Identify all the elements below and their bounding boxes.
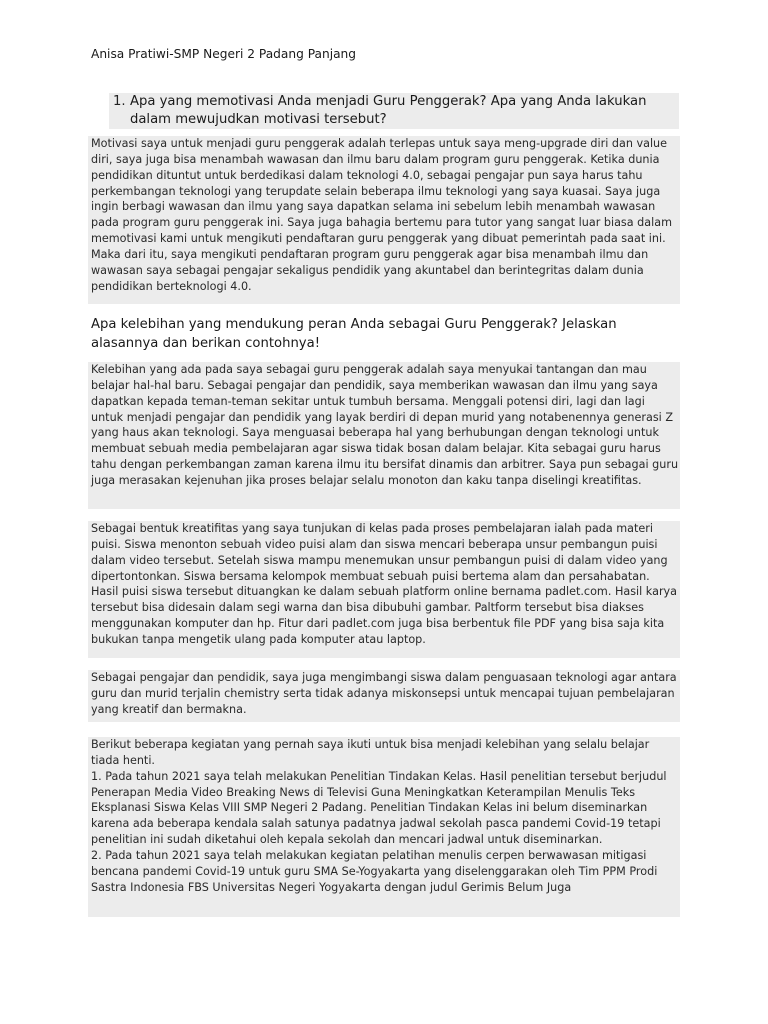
answer-1-paragraph: Motivasi saya untuk menjadi guru penggerak adalah terlepas untuk saya meng-upgrade diri dan value diri, saya juga bisa menambah wawasan dan ilmu baru dalam program guru penggerak. Ketika dunia pendidikan dituntut untuk berdedikasi dalam teknologi 4.0, sebagai pengajar pun saya harus tahu perkembangan teknologi yang terupdate selain beberapa ilmu teknologi yang saya kuasai. Saya juga ingin berbagi wawasan dan ilmu yang saya dapatkan selama ini sebelum lebih menambah wawasan pada program guru penggerak ini. Saya juga bahagia bertemu para tutor yang sangat luar biasa dalam memotivasi kami untuk mengikuti pendaftaran guru penggerak yang dibuat pemerintah pada saat ini. Maka dari itu, saya mengikuti pendaftaran program guru penggerak agar bisa menambah ilmu dan wawasan saya sebagai pengajar sekaligus pendidik yang akuntabel dan berintegritas dalam dunia pendidikan berteknologi 4.0. xyxy=(91,137,672,293)
question-2 xyxy=(88,316,680,354)
question-1-text: Apa yang memotivasi Anda menjadi Guru Penggerak? Apa yang Anda lakukan dalam mewujudkan motivasi tersebut? xyxy=(129,94,647,127)
question-2-text: Apa kelebihan yang mendukung peran Anda sebagai Guru Penggerak? Jelaskan alasannya dan berikan contohnya! xyxy=(91,317,617,351)
activities-intro: Berikut beberapa kegiatan yang pernah saya ikuti untuk bisa menjadi kelebihan yang selalu belajar tiada henti. xyxy=(91,738,650,767)
answer-2-activities-block xyxy=(88,737,680,917)
activity-item-2: 2. Pada tahun 2021 saya telah melakukan kegiatan pelatihan menulis cerpen berwawasan mitigasi bencana pandemi Covid-19 untuk guru SMA Se-Yogyakarta yang diselenggarakan oleh Tim PPM Prodi Sastra Indonesia FBS Universitas Negeri Yogyakarta dengan judul Gerimis Belum Juga xyxy=(91,848,658,894)
document-header: Anisa Pratiwi-SMP Negeri 2 Padang Panjang xyxy=(91,47,357,61)
answer-2-paragraph-1: Kelebihan yang ada pada saya sebagai guru penggerak adalah saya menyukai tantangan dan mau belajar hal-hal baru. Sebagai pengajar dan pendidik, saya memberikan wawasan dan ilmu yang saya dapatkan kepada teman-teman sekitar untuk tumbuh bersama. Menggali potensi diri, lagi dan lagi untuk menjadi pengajar dan pendidik yang layak berdiri di depan murid yang notabenennya generasi Z yang haus akan teknologi. Saya menguasai beberapa hal yang berhubungan dengan teknologi untuk membuat sebuah media pembelajaran agar siswa tidak bosan dalam belajar. Kita sebagai guru harus tahu dengan perkembangan zaman karena ilmu itu bersifat dinamis dan arbitrer. Saya pun sebagai guru juga merasakan kejenuhan jika proses belajar selalu monoton dan kaku tanpa diselingi kreatifitas. xyxy=(91,363,679,487)
activity-item-1: 1. Pada tahun 2021 saya telah melakukan Penelitian Tindakan Kelas. Hasil penelitian tersebut berjudul Penerapan Media Video Breaking News di Televisi Guna Meningkatkan Keterampilan Menulis Teks Eksplanasi Siswa Kelas VIII SMP Negeri 2 Padang. Penelitian Tindakan Kelas ini belum diseminarkan karena ada beberapa kendala salah satunya padatnya jadwal sekolah pasca pandemi Covid-19 tetapi penelitian ini sudah diketahui oleh kepala sekolah dan mencari jadwal untuk diseminarkan. xyxy=(91,769,667,847)
answer-2-paragraph-1-block xyxy=(88,362,680,509)
question-1 xyxy=(109,93,679,129)
answer-1-block xyxy=(88,136,680,304)
question-1-number: 1. xyxy=(113,94,126,109)
answer-2-paragraph-3: Sebagai pengajar dan pendidik, saya juga mengimbangi siswa dalam penguasaan teknologi agar antara guru dan murid terjalin chemistry serta tidak adanya miskonsepsi untuk mencapai tujuan pembelajaran yang kreatif dan bermakna. xyxy=(91,671,677,716)
answer-2-paragraph-2-block xyxy=(88,521,680,658)
answer-2-paragraph-2: Sebagai bentuk kreatifitas yang saya tunjukan di kelas pada proses pembelajaran ialah pada materi puisi. Siswa menonton sebuah video puisi alam dan siswa mencari beberapa unsur pembangun puisi dalam video tersebut. Setelah siswa mampu menemukan unsur pembangun puisi di dalam video yang dipertontonkan. Siswa bersama kelompok membuat sebuah puisi bertema alam dan persahabatan. Hasil puisi siswa tersebut dituangkan ke dalam sebuah platform online bernama padlet.com. Hasil karya tersebut bisa didesain dalam segi warna dan bisa dibubuhi gambar. Paltform tersebut bisa diakses menggunakan komputer dan hp. Fitur dari padlet.com juga bisa berbentuk file PDF yang bisa saja kita bukukan tanpa mengetik ulang pada komputer atau laptop. xyxy=(91,522,678,646)
answer-2-paragraph-3-block xyxy=(88,670,680,722)
